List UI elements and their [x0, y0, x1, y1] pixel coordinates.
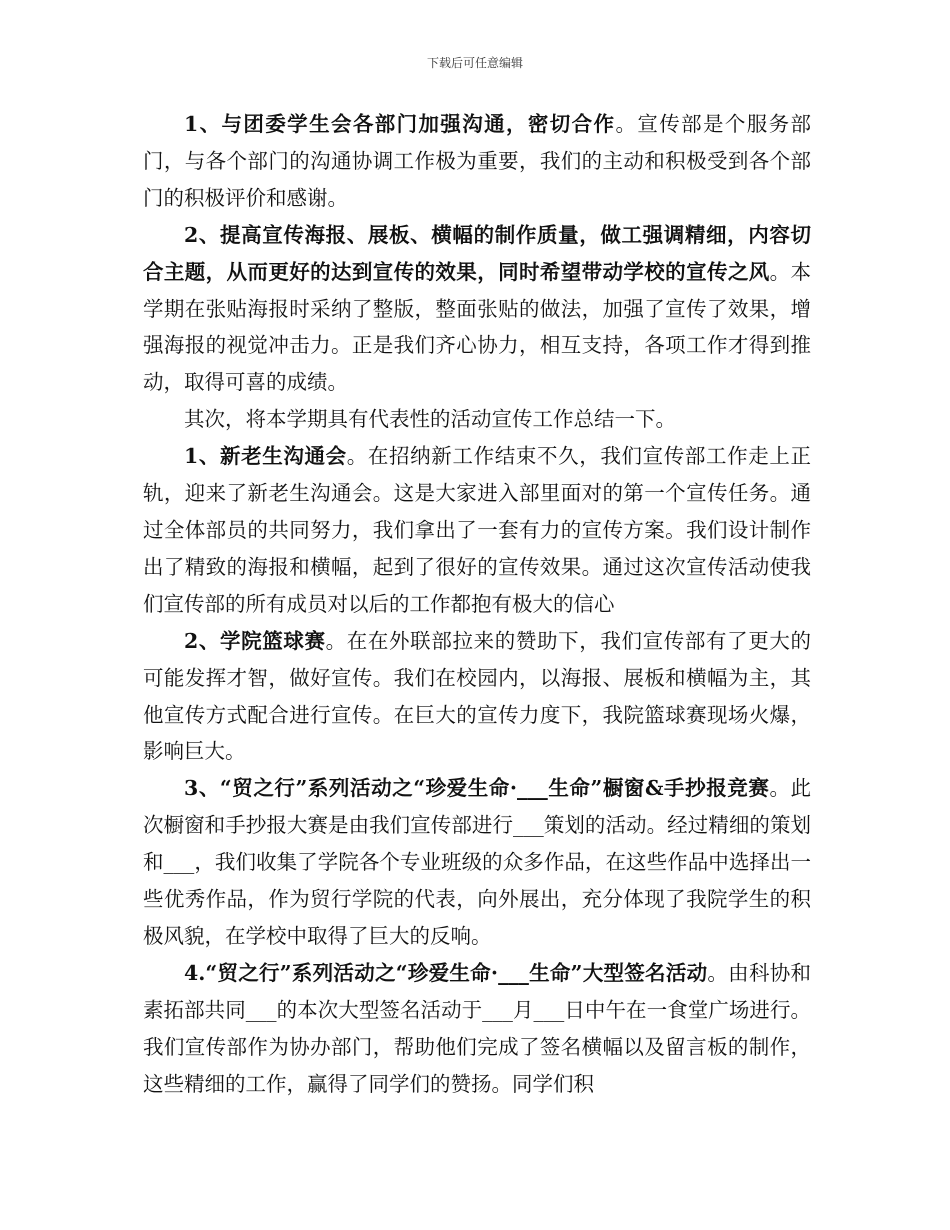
paragraph-6-heading: 3、“贸之行”系列活动之“珍爱生命·___生命”橱窗&手抄报竞赛 — [184, 776, 770, 801]
document-body — [143, 106, 811, 1102]
paragraph-3-text: 其次，将本学期具有代表性的活动宣传工作总结一下。 — [184, 407, 676, 432]
paragraph-4-text: 。在招纳新工作结束不久，我们宣传部工作走上正轨，迎来了新老生沟通会。这是大家进入部里面对的第一个宣传任务。通过全体部员的共同努力，我们拿出了一套有力的宣传方案。我们设计制作出了精致的海报和横幅，起到了很好的宣传效果。通过这次宣传活动使我们宣传部的所有成员对以后的工作都抱有极大的信心 — [143, 444, 811, 616]
paragraph-2-heading: 2、提高宣传海报、展板、横幅的制作质量，做工强调精细，内容切合主题，从而更好的达到宣传的效果，同时希望带动学校的宣传之风 — [143, 222, 811, 284]
paragraph-4 — [143, 438, 811, 623]
paragraph-1-text: 。宣传部是个服务部门，与各个部门的沟通协调工作极为重要，我们的主动和积极受到各个部门的积极评价和感谢。 — [143, 112, 812, 210]
paragraph-7-heading: 4.“贸之行”系列活动之“珍爱生命·___生命”大型签名活动 — [184, 960, 708, 985]
paragraph-2 — [143, 217, 811, 402]
paragraph-2-text: 。本学期在张贴海报时采纳了整版，整面张贴的做法，加强了宣传了效果，增强海报的视觉冲击力。正是我们齐心协力，相互支持，各项工作才得到推动，取得可喜的成绩。 — [143, 259, 812, 395]
paragraph-5-heading: 2、学院篮球赛 — [184, 628, 326, 653]
paragraph-6 — [143, 770, 811, 955]
page-header: 下载后可任意编辑 — [426, 56, 523, 70]
paragraph-1-heading: 1、与团委学生会各部门加强沟通，密切合作 — [184, 112, 616, 136]
paragraph-7 — [143, 955, 811, 1103]
paragraph-5-text: 。在在外联部拉来的赞助下，我们宣传部有了更大的可能发挥才智，做好宣传。我们在校园内，以海报、展板和横幅为主，其他宣传方式配合进行宣传。在巨大的宣传力度下，我院篮球赛现场火爆，影响巨大。 — [143, 628, 812, 764]
paragraph-1 — [143, 106, 811, 217]
paragraph-3 — [143, 401, 811, 438]
paragraph-4-heading: 1、新老生沟通会 — [184, 444, 347, 469]
paragraph-6-text: 。此次橱窗和手抄报大赛是由我们宣传部进行___策划的活动。经过精细的策划和___，我们收集了学院各个专业班级的众多作品，在这些作品中选择出一些优秀作品，作为贸行学院的代表，向外展出，充分体现了我院学生的积极风貌，在学校中取得了巨大的反响。 — [143, 776, 812, 948]
paragraph-7-text: 。由科协和素拓部共同___的本次大型签名活动于___月___日中午在一食堂广场进行。我们宣传部作为协办部门，帮助他们完成了签名横幅以及留言板的制作，这些精细的工作，赢得了同学们的赞扬。同学们积 — [143, 960, 812, 1096]
paragraph-5 — [143, 623, 811, 771]
